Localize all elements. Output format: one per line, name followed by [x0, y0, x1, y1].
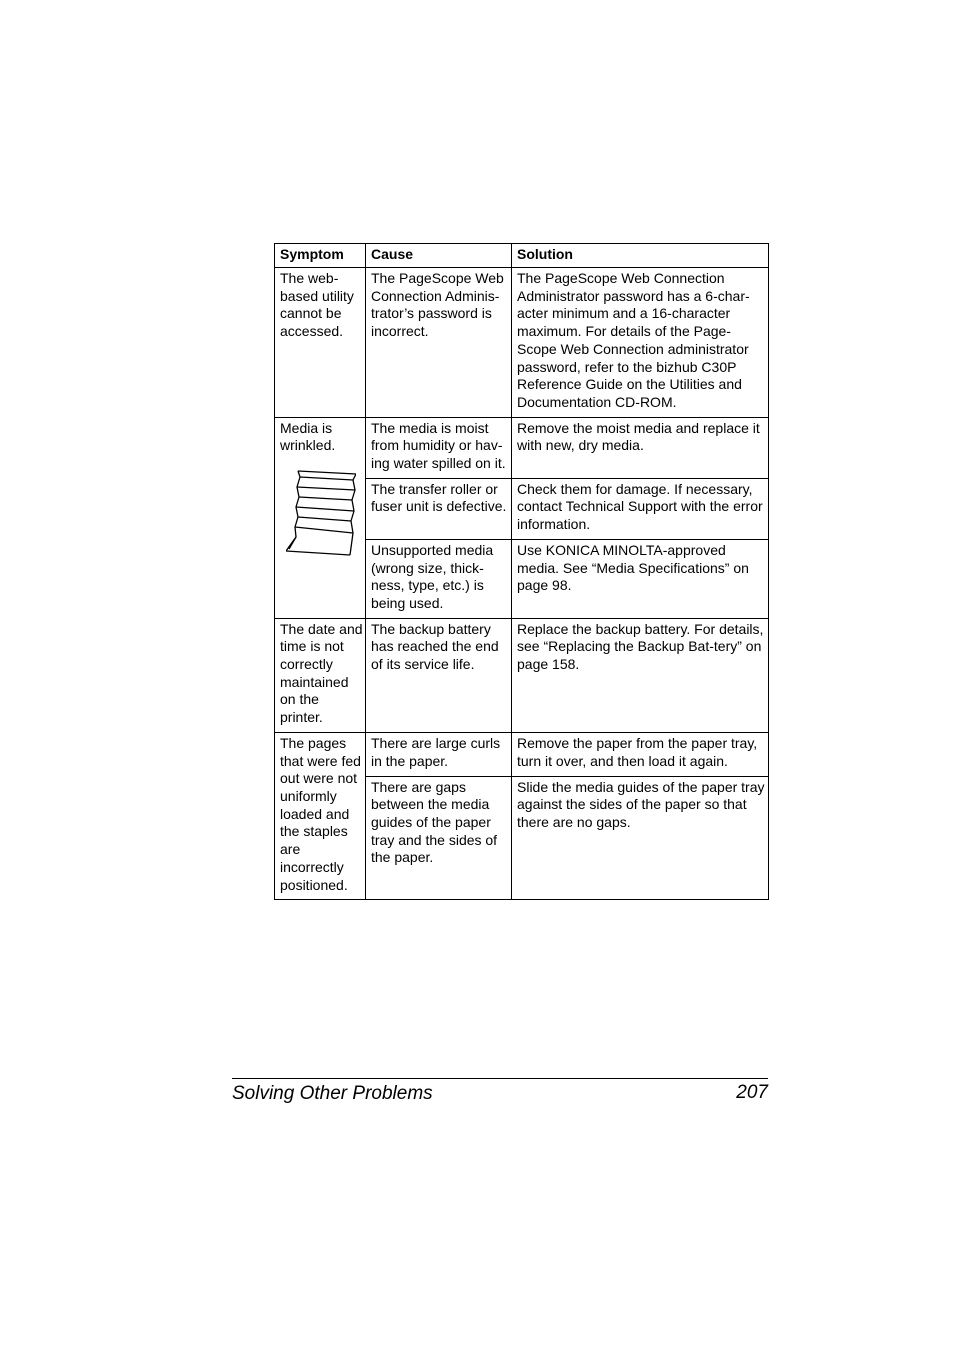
cause-cell: There are large curls in the paper.	[366, 732, 512, 776]
troubleshooting-table	[274, 243, 769, 900]
symptom-cell	[275, 417, 366, 618]
solution-cell: Use KONICA MINOLTA-approved media. See “Media Specifications” on page 98.	[512, 539, 769, 618]
table-row	[275, 618, 769, 732]
solution-cell: Remove the moist media and replace it with new, dry media.	[512, 417, 769, 478]
page-footer	[232, 1078, 768, 1104]
solution-cell: The PageScope Web Connection Administrator password has a 6-char-acter minimum and a 16-character maximum. For details of the Page-Scope Web Connection administrator password, refer to the bizhub C30P Reference Guide on the Utilities and Documentation CD-ROM.	[512, 268, 769, 418]
header-cause: Cause	[366, 244, 512, 268]
cause-cell: The media is moist from humidity or hav-ing water spilled on it.	[366, 417, 512, 478]
symptom-cell: The web-based utility cannot be accessed.	[275, 268, 366, 418]
cause-cell: The backup battery has reached the end of its service life.	[366, 618, 512, 732]
symptom-text: Media is wrinkled.	[280, 419, 336, 454]
wrinkled-paper-illustration	[286, 467, 356, 557]
header-solution: Solution	[512, 244, 769, 268]
solution-cell: Check them for damage. If necessary, contact Technical Support with the error information.	[512, 478, 769, 539]
solution-cell: Replace the backup battery. For details, see “Replacing the Backup Bat-tery” on page 158.	[512, 618, 769, 732]
solution-cell: Slide the media guides of the paper tray against the sides of the paper so that there are no gaps.	[512, 776, 769, 900]
solution-cell: Remove the paper from the paper tray, turn it over, and then load it again.	[512, 732, 769, 776]
cause-cell: There are gaps between the media guides of the paper tray and the sides of the paper.	[366, 776, 512, 900]
table-row	[275, 268, 769, 418]
cause-cell: The PageScope Web Connection Adminis-trator’s password is incorrect.	[366, 268, 512, 418]
header-symptom: Symptom	[275, 244, 366, 268]
cause-cell: Unsupported media (wrong size, thick-ness, type, etc.) is being used.	[366, 539, 512, 618]
header-row	[275, 244, 769, 268]
footer-section-title: Solving Other Problems	[232, 1083, 433, 1104]
symptom-cell: The date and time is not correctly maintained on the printer.	[275, 618, 366, 732]
symptom-cell: The pages that were fed out were not uniformly loaded and the staples are incorrectly positioned.	[275, 732, 366, 899]
table-row	[275, 417, 769, 478]
page-number: 207	[736, 1082, 768, 1103]
cause-cell: The transfer roller or fuser unit is defective.	[366, 478, 512, 539]
table-row	[275, 732, 769, 776]
